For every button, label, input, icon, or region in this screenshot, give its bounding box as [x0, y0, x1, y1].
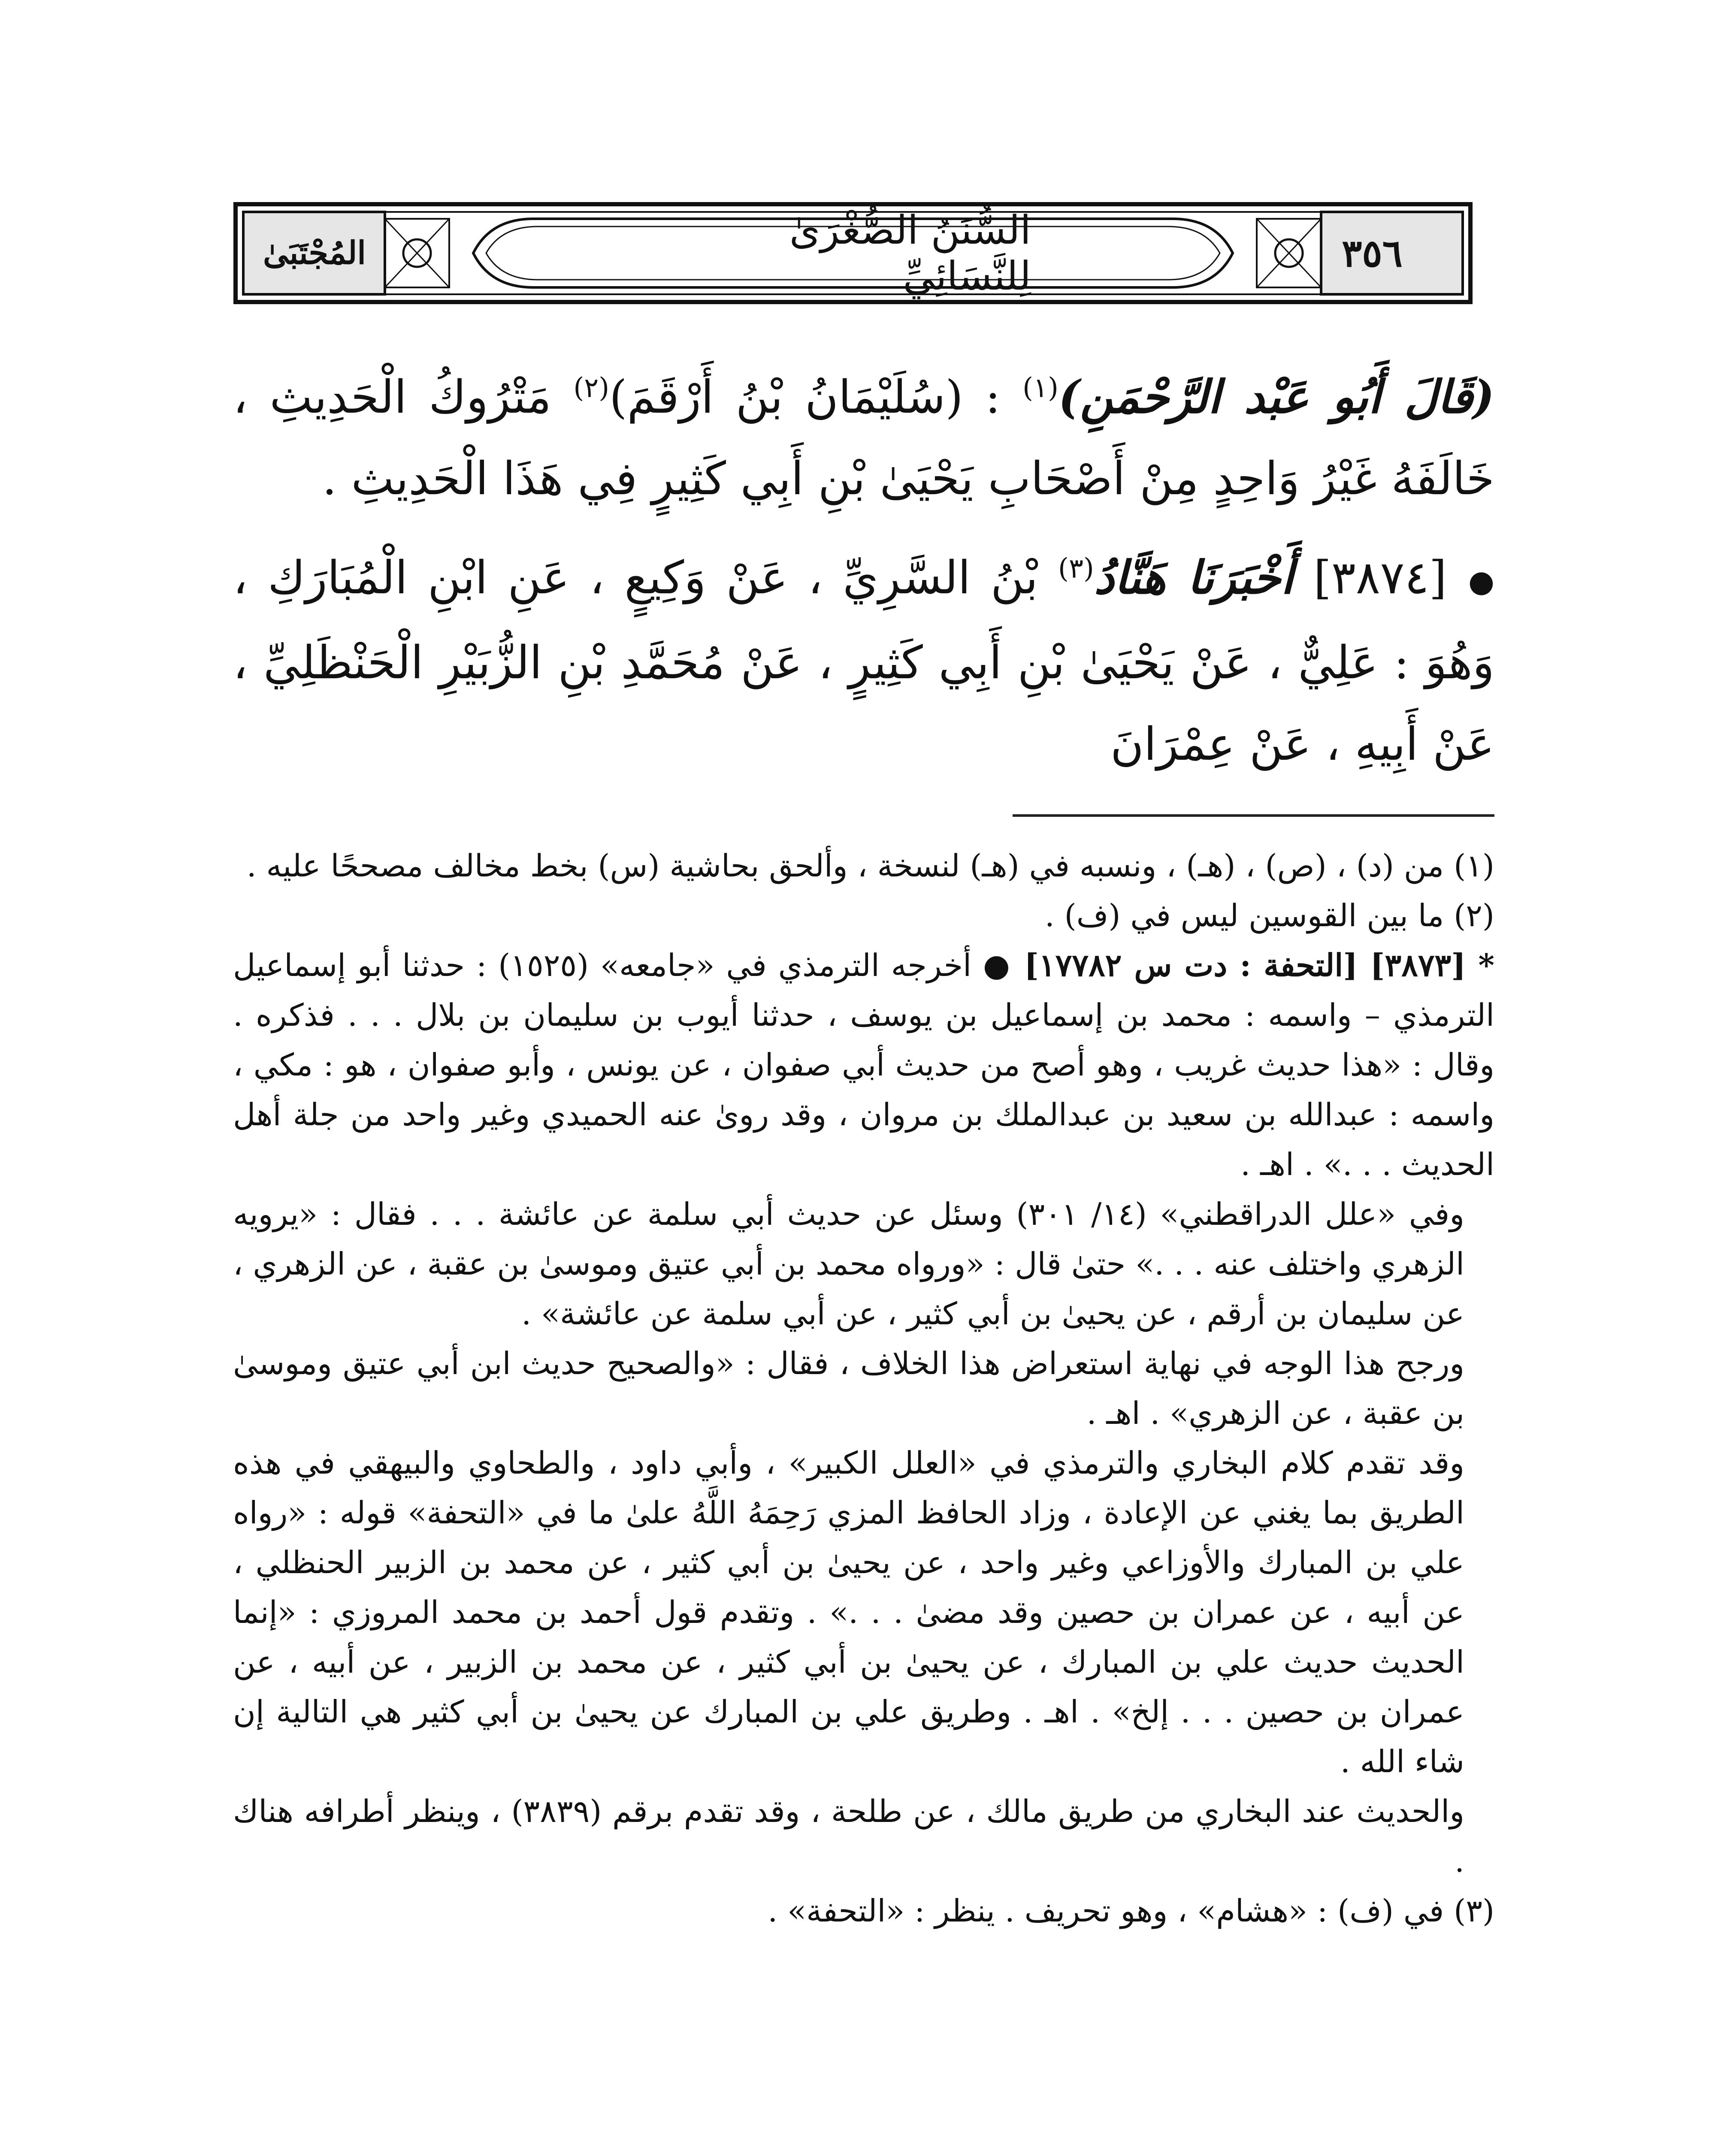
footnote-divider [1013, 814, 1494, 817]
paragraph-text: مَتْرُوكُ الْحَدِيثِ ، خَالَفَهُ غَيْرُ وَاحِدٍ مِنْ أَصْحَابِ يَحْيَىٰ بْنِ أَبِي كَثِيرٍ فِي هَذَا الْحَدِيثِ . [233, 371, 1494, 505]
page-number: ٣٥٦ [1342, 231, 1403, 275]
paragraph-text: : (سُلَيْمَانُ بْنُ أَرْقَمَ) [609, 371, 1023, 423]
book-title: السُّنَنُ الصُّغْرَىٰ لِلنَّسَائِيِّ [789, 207, 1031, 299]
speaker-lead: (قَالَ أَبُو عَبْد الرَّحْمَنِ) [1058, 370, 1494, 423]
footnote-3: (٣) في (ف) : «هشام» ، وهو تحريف . ينظر : «التحفة» . [768, 1893, 1494, 1929]
footnote-takhrij-3873 [233, 940, 1494, 1189]
takhrij-text: ● أخرجه الترمذي في «جامعه» (١٥٢٥) : حدثنا أبو إسماعيل الترمذي – واسمه : محمد بن إسماعيل بن يوسف ، حدثنا أيوب بن سليمان بن بلال . . . فذكره . وقال : «هذا حديث غريب ، وهو أصح من حديث أبي صفوان ، عن يونس ، وأبو صفوان ، هو : مكي ، واسمه : عبدالله بن سعيد بن عبدالملك بن مروان ، وقد روىٰ عنه الحميدي وغير واحد من جلة أهل الحديث . . .» . اهـ . [233, 947, 1494, 1182]
footnote-marker-2: (٢) [573, 372, 610, 404]
book-emblem: المُجْتَبَىٰ [263, 235, 366, 272]
page-header [233, 202, 1473, 305]
footnotes [233, 841, 1494, 1936]
takhrij-reference: * [٣٨٧٣] [التحفة : دت س ١٧٧٨٢] [1011, 947, 1494, 983]
paragraph-commentary [233, 356, 1494, 520]
paragraph-hadith-3874 [233, 537, 1494, 785]
footnote-2: (٢) ما بين القوسين ليس في (ف) . [1044, 897, 1494, 934]
bullet-icon: ● [1468, 564, 1494, 599]
paragraph-text: بْنُ السَّرِيِّ ، عَنْ وَكِيعٍ ، عَنِ ابْنِ الْمُبَارَكِ ، وَهُوَ : عَلِيٌّ ، عَنْ يَحْيَىٰ بْنِ أَبِي كَثِيرٍ ، عَنْ مُحَمَّدِ بْنِ الزُّبَيْرِ الْحَنْظَلِيِّ ، عَنْ أَبِيهِ ، عَنْ عِمْرَانَ [233, 551, 1494, 771]
main-text [233, 356, 1494, 802]
footnote-paragraph: وقد تقدم كلام البخاري والترمذي في «العلل الكبير» ، وأبي داود ، والطحاوي والبيهقي في هذه الطريق بما يغني عن الإعادة ، وزاد الحافظ المزي رَحِمَهُ اللَّهُ علىٰ ما في «التحفة» قوله : «رواه علي بن المبارك والأوزاعي وغير واحد ، عن يحيىٰ بن أبي كثير ، عن محمد بن الزبير الحنظلي ، عن أبيه ، عن عمران بن حصين وقد مضىٰ . . .» . وتقدم قول أحمد بن محمد المروزي : «إنما الحديث حديث علي بن المبارك ، عن يحيىٰ بن أبي كثير ، عن محمد بن الزبير ، عن أبيه ، عن عمران بن حصين . . . إلخ» . اهـ . وطريق علي بن المبارك عن يحيىٰ بن أبي كثير هي التالية إن شاء الله . [233, 1445, 1464, 1779]
footnote-marker-3: (٣) [1058, 552, 1094, 584]
footnote-marker-1: (١) [1022, 372, 1059, 404]
footnote-1: (١) من (د) ، (ص) ، (هـ) ، ونسبه في (هـ) لنسخة ، وألحق بحاشية (س) بخط مخالف مصححًا عليه . [246, 848, 1494, 884]
footnote-paragraph: ورجح هذا الوجه في نهاية استعراض هذا الخلاف ، فقال : «والصحيح حديث ابن أبي عتيق وموسىٰ بن عقبة ، عن الزهري» . اهـ . [233, 1345, 1464, 1431]
footnote-paragraph: وفي «علل الدراقطني» (١٤/ ٣٠١) وسئل عن حديث أبي سلمة عن عائشة . . . فقال : «يرويه الزهري واختلف عنه . . .» حتىٰ قال : «ورواه محمد بن أبي عتيق وموسىٰ بن عقبة ، عن الزهري ، عن سليمان بن أرقم ، عن يحيىٰ بن أبي كثير ، عن أبي سلمة عن عائشة» . [233, 1196, 1464, 1332]
narration-lead: أَخْبَرَنَا هَنَّادُ [1094, 550, 1294, 604]
footnote-paragraph: والحديث عند البخاري من طريق مالك ، عن طلحة ، وقد تقدم برقم (٣٨٣٩) ، وينظر أطرافه هناك . [233, 1793, 1465, 1879]
hadith-number: [٣٨٧٤] [1293, 551, 1447, 604]
